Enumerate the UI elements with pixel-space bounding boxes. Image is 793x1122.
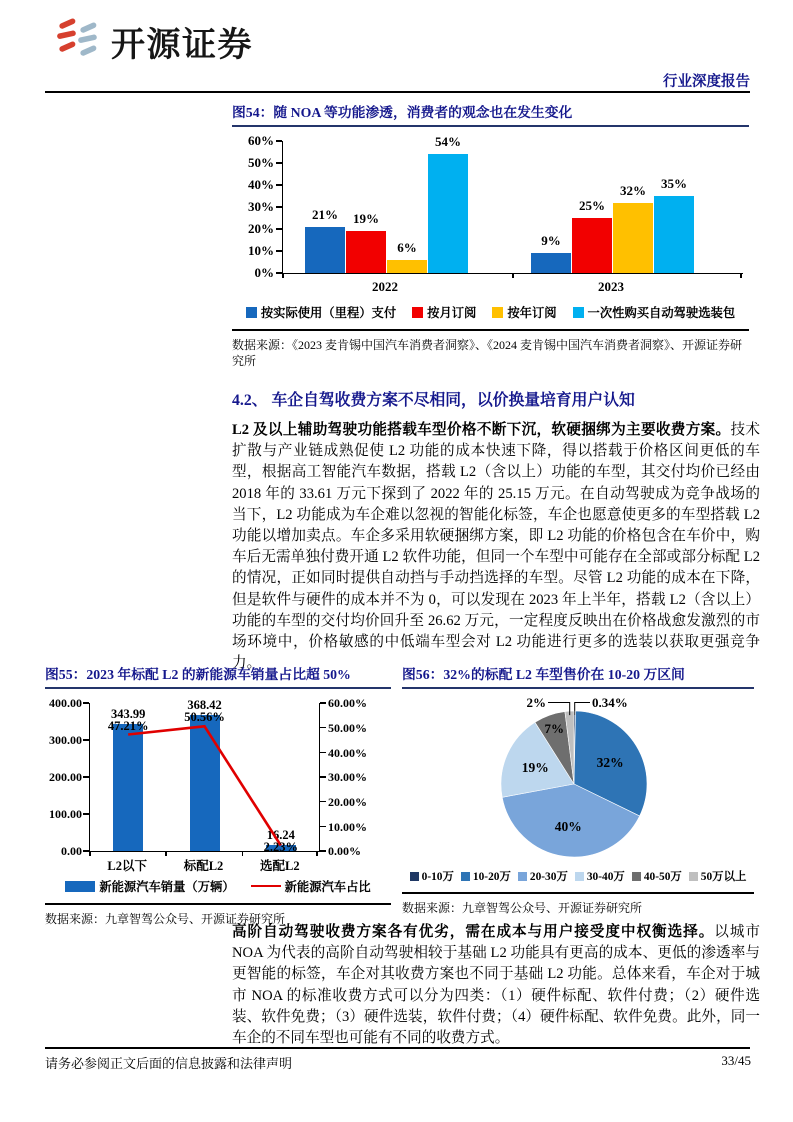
footer-disclaimer: 请务必参阅正文后面的信息披露和法律声明 [45,1056,293,1071]
legend-item [689,868,747,884]
line-value-label: 47.21% [107,718,149,733]
y-axis-tick [83,776,89,778]
footer-divider [45,1047,750,1049]
y-axis-label-right: 60.00% [328,696,367,711]
bar-value-label: 6% [397,240,417,256]
y-axis-tick [320,776,326,778]
figure-55 [45,663,391,927]
y-axis-tick [83,739,89,741]
bar-value-label: 368.42 [187,698,222,713]
legend-label: 10-20万 [472,871,511,884]
y-axis-label-right: 30.00% [328,770,367,785]
bar-value-label: 21% [312,207,338,223]
line-value-label: 2.23% [263,840,299,855]
legend-swatch [492,307,503,318]
figure-55-combo-chart [45,695,391,875]
y-axis-label-right: 50.00% [328,720,367,735]
legend-item [65,877,234,895]
y-axis-label-left: 400.00 [49,696,82,711]
legend-label: 20-30万 [529,871,568,884]
figure-54-plot-area [282,134,743,274]
legend-item [410,868,454,884]
legend-item [492,303,556,321]
figure-56-bottom-rule [402,892,754,894]
brand-logo-icon [56,16,102,66]
figure-56 [402,663,754,916]
y-axis-tick [276,184,282,186]
figure-55-title-rule [45,687,391,689]
y-axis-tick [276,206,282,208]
line-path [128,726,281,845]
x-axis-tick [282,273,284,278]
figure-56-pie-chart [402,694,754,866]
legend-swatch [251,885,281,888]
brand-logo [56,16,253,66]
y-axis-tick [320,826,326,828]
brand-logo-text: 开源证券 [111,25,253,64]
legend-label: 0-10万 [421,871,454,884]
x-axis-label: 标配L2 [183,859,224,874]
legend-item [632,868,682,884]
figure-54-title: 图54：随 NOA 等功能渗透，消费者的观念也在发生变化 [232,105,573,120]
bar-value-label: 35% [661,176,687,192]
figure-56-legend [402,868,754,884]
figure-56-title: 图56：32%的标配 L2 车型售价在 10-20 万区间 [402,667,685,682]
legend-item [412,303,476,321]
figure-55-plot-area [89,698,320,855]
y-axis-label-left: 200.00 [49,770,82,785]
legend-swatch [461,872,470,881]
x-axis-label: 2023 [598,279,624,295]
legend-label: 30-40万 [586,871,625,884]
legend-label: 新能源汽车销量（万辆） [99,880,235,895]
y-axis-tick [83,813,89,815]
y-axis-label-left: 300.00 [49,733,82,748]
legend-item [461,868,511,884]
bar-value-label: 19% [353,211,379,227]
pie-label: 19% [521,760,549,776]
y-axis-tick [320,801,326,803]
legend-item [573,303,736,321]
bar [428,154,468,273]
legend-swatch [689,872,698,881]
pie-label: 40% [554,819,582,835]
bar-value-label: 32% [620,183,646,199]
pie-label: 7% [544,721,565,737]
y-axis-tick [320,727,326,729]
legend-label: 一次性购买自动驾驶选装包 [587,306,736,321]
legend-swatch [410,872,419,881]
section-4-2-heading: 4.2、 车企自驾收费方案不尽相同，以价换量培育用户认知 [232,392,635,409]
legend-item [575,868,625,884]
legend-item [246,303,396,321]
bar [387,260,427,273]
figure-55-title: 图55：2023 年标配 L2 的新能源车销量占比超 50% [45,667,351,682]
y-axis-tick [276,162,282,164]
paragraph-1 [232,420,760,674]
paragraph-1-body: 技术扩散与产业链成熟促使 L2 功能的成本快速下降，得以搭载于价格区间更低的车型，根据高工智能汽车数据，搭载 L2（含以上）功能的车型，其交付均价已经由 2018 年的 33.61 万元下探到了 2022 年的 25.15 万元。在自动驾驶成为竞争战场的当下，L2 功能成为车企难以忽视的智能化标签，车企也愿意使更多的车型搭载 L2 功能以增加卖点。车企多采用软硬捆绑方案，即 L2 功能的价格包含在车价中，购车后无需单独付费开通 L2 软件功能，但同一个车型中可能存在全部或部分标配 L2 的情况，正如同时提供自动挡与手动挡选择的车型。尽管 L2 功能的成本在下降，但是软件与硬件的成本并不为 0，可以发现在 2023 年上半年，搭载 L2（含以上）功能的车型的交付均价回升至 26.62 万元，一定程度反映出在价格战愈发激烈的市场环境中，价格敏感的中低端车型会对 L2 功能进行更多的选装以获取更强竞争力。 [232,422,760,672]
legend-swatch [573,307,584,318]
pie-label: 2% [526,695,546,711]
y-axis-label-left: 0.00 [61,844,82,859]
bar [531,253,571,273]
bar-value-label: 9% [541,233,561,249]
y-axis-tick [320,850,326,852]
legend-swatch [246,307,257,318]
bar-value-label: 25% [579,198,605,214]
legend-swatch [575,872,584,881]
y-axis-tick [83,702,89,704]
figure-54-bottom-rule [232,329,749,331]
legend-item [518,868,568,884]
figure-54-legend [232,303,749,321]
legend-label: 新能源汽车占比 [284,880,371,895]
legend-label: 按实际使用（里程）支付 [260,306,397,321]
bar [613,203,653,273]
paragraph-2-lead: 高阶自动驾驶收费方案各有优劣，需在成本与用户接受度中权衡选择。 [232,924,715,940]
y-axis-label: 10% [248,243,274,259]
legend-swatch [632,872,641,881]
x-axis-label: L2以下 [107,859,147,874]
x-axis-label: 选配L2 [260,859,300,874]
header-divider [45,91,750,93]
legend-swatch [65,881,95,892]
line-value-label: 50.56% [184,710,225,725]
figure-54 [232,101,749,369]
figure-55-bottom-rule [45,903,391,905]
figure-56-title-rule [402,687,754,689]
legend-label: 40-50万 [643,871,682,884]
y-axis-tick [276,228,282,230]
y-axis-label: 40% [248,177,274,193]
legend-item [251,877,371,895]
x-axis-tick [740,273,742,278]
y-axis-label: 0% [254,265,274,281]
paragraph-2-body: 以城市 NOA 为代表的高阶自动驾驶相较于基础 L2 功能具有更高的成本、更低的渗透率与更智能的标签，车企对其收费方案也不同于基础 L2 功能。总体来看，车企对于城市 NOA 的标准收费方式可以分为四类：（1）硬件标配、软件付费；（2）硬件选装、软件免费；（3）硬件选装，软件付费；（4）硬件标配、软件免费。此外，同一车企的不同车型也可能有不同的收费方式。 [232,924,760,1047]
bar-value-label: 343.99 [110,707,146,722]
y-axis-label: 60% [248,133,274,149]
legend-swatch [518,872,527,881]
paragraph-2 [232,922,760,1049]
y-axis-label: 20% [248,221,274,237]
figure-55-legend [45,877,391,895]
bar-value-label: 16.24 [266,828,295,843]
y-axis-label-left: 100.00 [49,807,82,822]
pie-label: 0.34% [592,695,628,711]
x-axis-label: 2022 [372,279,398,295]
y-axis-label: 30% [248,199,274,215]
paragraph-1-lead: L2 及以上辅助驾驶功能搭载车型价格不断下沉，软硬捆绑为主要收费方案。 [232,422,731,438]
legend-label: 50万以上 [700,871,747,884]
legend-swatch [412,307,423,318]
figure-55-source: 数据来源：九章智驾公众号、开源证券研究所 [45,911,286,926]
bar [572,218,612,273]
legend-label: 按月订阅 [427,306,477,321]
bar-value-label: 54% [435,134,461,150]
figure-54-source: 数据来源：《2023 麦肯锡中国汽车消费者洞察》、《2024 麦肯锡中国汽车消费者洞察》、开源证券研究所 [232,337,743,368]
report-type-label: 行业深度报告 [663,74,750,90]
y-axis-label-right: 40.00% [328,745,367,760]
x-axis-tick [512,273,514,278]
pie-label: 32% [596,755,624,771]
footer-page-number: 33/45 [721,1053,751,1068]
legend-label: 按年订阅 [507,306,557,321]
footer [45,1053,751,1072]
y-axis-label-right: 10.00% [328,819,367,834]
figure-54-bar-chart [232,135,749,301]
bar [654,196,694,273]
y-axis-tick [276,140,282,142]
figure-56-source: 数据来源：九章智驾公众号、开源证券研究所 [402,900,643,915]
y-axis-label-right: 20.00% [328,794,367,809]
figure-54-title-rule [232,125,749,127]
y-axis-label: 50% [248,155,274,171]
y-axis-tick [320,702,326,704]
y-axis-tick [320,752,326,754]
bar [305,227,345,273]
y-axis-tick [276,250,282,252]
y-axis-label-right: 0.00% [328,844,361,859]
